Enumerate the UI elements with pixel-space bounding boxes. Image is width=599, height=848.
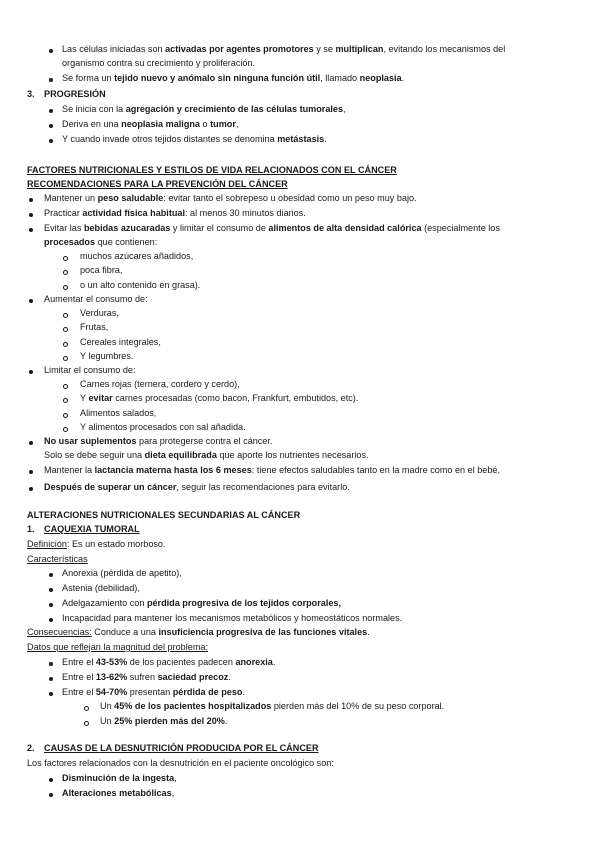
list-item: Se inicia con la agregación y crecimiento de las células tumorales, (62, 104, 346, 114)
sub-list-item: Y legumbres. (80, 351, 134, 361)
definition-line: Definición: Es un estado morboso. (27, 539, 166, 549)
bullet (29, 213, 33, 217)
section-heading: PROGRESIÓN (44, 89, 106, 99)
sub-bullet (63, 327, 68, 332)
list-item: Astenia (debilidad), (62, 583, 140, 593)
list-item: No usar suplementos para protegerse contra el cáncer. (44, 436, 273, 446)
bullet (29, 198, 33, 202)
section-heading: CAQUEXIA TUMORAL (44, 524, 140, 534)
sub-bullet (63, 413, 68, 418)
list-item: Evitar las bebidas azucaradas y limitar el consumo de alimentos de alta densidad calórica (especialmente los (44, 223, 500, 233)
sub-bullet (63, 313, 68, 318)
list-item: Incapacidad para mantener los mecanismos metabólicos y homeostáticos normales. (62, 613, 403, 623)
list-item: Las células iniciadas son activadas por agentes promotores y se multiplican, evitando los mecanismos del (62, 44, 506, 54)
sub-bullet (63, 398, 68, 403)
sub-bullet (63, 256, 68, 261)
paragraph: Los factores relacionados con la desnutrición en el paciente oncológico son: (27, 758, 334, 768)
bullet (49, 603, 53, 607)
characteristics-label: Características (27, 554, 88, 564)
section-title: ALTERACIONES NUTRICIONALES SECUNDARIAS AL CÁNCER (27, 510, 301, 520)
data-label: Datos que reflejan la magnitud del problema: (27, 642, 208, 652)
bullet (49, 588, 53, 592)
section-title: FACTORES NUTRICIONALES Y ESTILOS DE VIDA RELACIONADOS CON EL CÁNCER (27, 165, 397, 175)
list-item: Disminución de la ingesta, (62, 773, 177, 783)
list-item: Entre el 13-62% sufren saciedad precoz. (62, 672, 231, 682)
bullet (29, 441, 33, 445)
section-number: 1. (27, 524, 35, 534)
list-item: Después de superar un cáncer, seguir las recomendaciones para evitarlo. (44, 482, 350, 492)
sub-list-item: muchos azúcares añadidos, (80, 251, 194, 261)
list-item: Mantener un peso saludable: evitar tanto el sobrepeso u obesidad como un peso muy bajo. (44, 193, 417, 203)
bullet (49, 573, 53, 577)
sub-list-item: Un 25% pierden más del 20%. (100, 716, 228, 726)
consequences-line: Consecuencias: Conduce a una insuficiencia progresiva de las funciones vitales. (27, 627, 370, 637)
sub-list-item: o un alto contenido en grasa). (80, 280, 201, 290)
sub-list-item: Verduras, (80, 308, 119, 318)
bullet (49, 49, 53, 53)
sub-list-item: Cereales integrales, (80, 337, 161, 347)
sub-bullet (63, 356, 68, 361)
list-item: Y cuando invade otros tejidos distantes se denomina metástasis. (62, 134, 327, 144)
bullet (49, 124, 53, 128)
sub-list-item: Frutas, (80, 322, 109, 332)
bullet (29, 487, 33, 491)
list-item: Mantener la lactancia materna hasta los 6 meses: tiene efectos saludables tanto en la madre como en el bebé. (44, 465, 500, 475)
list-item: Adelgazamiento con pérdida progresiva de los tejidos corporales, (62, 598, 341, 608)
sub-list-item: Carnes rojas (ternera, cordero y cerdo), (80, 379, 240, 389)
list-item: Alteraciones metabólicas, (62, 788, 175, 798)
section-subtitle: RECOMENDACIONES PARA LA PREVENCIÓN DEL CÁNCER (27, 179, 288, 189)
bullet (49, 677, 53, 681)
list-item: Aumentar el consumo de: (44, 294, 148, 304)
section-heading: CAUSAS DE LA DESNUTRICIÓN PRODUCIDA POR EL CÁNCER (44, 743, 319, 753)
bullet (49, 139, 53, 143)
list-item: Limitar el consumo de: (44, 365, 136, 375)
sub-list-item: poca fibra, (80, 265, 123, 275)
bullet (49, 109, 53, 113)
sub-bullet (63, 342, 68, 347)
list-item: Practicar actividad física habitual: al menos 30 minutos diarios. (44, 208, 306, 218)
list-item: Entre el 43-53% de los pacientes padecen anorexia. (62, 657, 276, 667)
sub-list-item: Y evitar carnes procesadas (como bacon, Frankfurt, embutidos, etc). (80, 393, 359, 403)
bullet (29, 470, 33, 474)
list-item: Entre el 54-70% presentan pérdida de peso. (62, 687, 246, 697)
sub-bullet (63, 285, 68, 290)
sub-bullet (63, 384, 68, 389)
bullet (29, 228, 33, 232)
bullet (49, 618, 53, 622)
section-number: 3. (27, 89, 35, 99)
bullet (29, 299, 33, 303)
bullet (29, 370, 33, 374)
list-item: Se forma un tejido nuevo y anómalo sin ninguna función útil, llamado neoplasia. (62, 73, 405, 83)
sub-list-item: Alimentos salados, (80, 408, 157, 418)
sub-list-item: Y alimentos procesados con sal añadida. (80, 422, 246, 432)
sub-bullet (84, 721, 89, 726)
bullet (49, 793, 53, 797)
bullet (49, 662, 53, 666)
list-item: Anorexia (pérdida de apetito), (62, 568, 182, 578)
bullet (49, 78, 53, 82)
sub-bullet (84, 706, 89, 711)
list-item-continuation: organismo contra su crecimiento y proliferación. (62, 58, 256, 68)
sub-list-item: Un 45% de los pacientes hospitalizados pierden más del 10% de su peso corporal. (100, 701, 445, 711)
bullet (49, 778, 53, 782)
section-number: 2. (27, 743, 35, 753)
list-item: Deriva en una neoplasia maligna o tumor, (62, 119, 239, 129)
list-item-continuation: procesados que contienen: (44, 237, 158, 247)
bullet (49, 692, 53, 696)
list-item-continuation: Solo se debe seguir una dieta equilibrada que aporte los nutrientes necesarios. (44, 450, 369, 460)
sub-bullet (63, 270, 68, 275)
sub-bullet (63, 427, 68, 432)
